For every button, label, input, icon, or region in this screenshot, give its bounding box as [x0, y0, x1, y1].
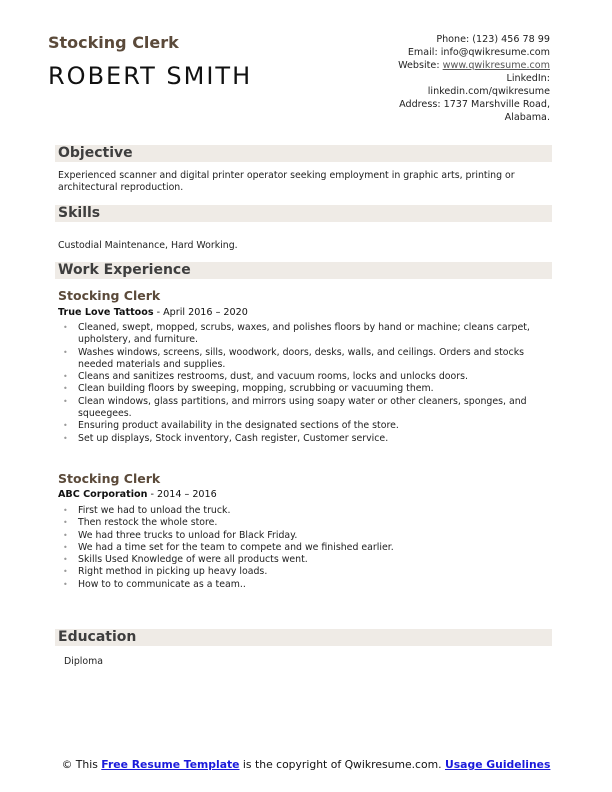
list-item: • Cleaned, swept, mopped, scrubs, waxes, and polishes floors by hand or machine; cleans carpet, upholstery, and furniture.: [78, 322, 558, 347]
candidate-name: ROBERT SMITH: [48, 62, 253, 90]
usage-guidelines-link[interactable]: Usage Guidelines: [444, 758, 551, 771]
job-1-bullets: [60, 322, 558, 445]
list-item: • How to to communicate as a team..: [78, 579, 558, 591]
phone: Phone: (123) 456 78 99: [436, 34, 550, 45]
job-2-company: ABC Corporation: [58, 489, 148, 500]
job-1-dates: - April 2016 – 2020: [153, 307, 248, 318]
education-heading: Education: [55, 629, 552, 646]
job-2-company-line: [58, 489, 217, 500]
linkedin: linkedin.com/qwikresume: [427, 86, 550, 97]
job-1-company: True Love Tattoos: [58, 307, 154, 318]
list-item: • Skills Used Knowledge of were all products went.: [78, 554, 558, 566]
linkedin-label: LinkedIn:: [506, 73, 550, 84]
skills-heading: Skills: [55, 205, 552, 222]
list-item: • Ensuring product availability in the designated sections of the store.: [78, 420, 558, 432]
footer: [0, 758, 612, 771]
free-resume-template-link[interactable]: Free Resume Template: [101, 758, 240, 771]
job-title: Stocking Clerk: [48, 33, 179, 52]
job-2-title: Stocking Clerk: [58, 471, 161, 486]
list-item: • Set up displays, Stock inventory, Cash register, Customer service.: [78, 433, 558, 445]
work-experience-heading: Work Experience: [55, 262, 552, 279]
job-2-bullets: [60, 505, 558, 591]
email: Email: info@qwikresume.com: [407, 47, 550, 58]
objective-text: Experienced scanner and digital printer operator seeking employment in graphic arts, printing or architectural reproduction.: [58, 170, 515, 194]
list-item: • We had a time set for the team to compete and we finished earlier.: [78, 542, 558, 554]
list-item: • First we had to unload the truck.: [78, 505, 558, 517]
list-item: • Washes windows, screens, sills, woodwork, doors, desks, walls, and ceilings. Orders and stocks needed materials and supplies.: [78, 347, 558, 372]
address-line2: Alabama.: [504, 112, 550, 123]
contact-block: [350, 33, 550, 124]
skills-text: Custodial Maintenance, Hard Working.: [58, 240, 238, 251]
footer-prefix: © This: [61, 758, 102, 771]
job-1-title: Stocking Clerk: [58, 288, 161, 303]
objective-heading: Objective: [55, 145, 552, 162]
website-link[interactable]: www.qwikresume.com: [442, 60, 550, 71]
education-text: Diploma: [64, 656, 103, 667]
list-item: • Then restock the whole store.: [78, 517, 558, 529]
list-item: • Right method in picking up heavy loads.: [78, 566, 558, 578]
website-label: Website:: [398, 60, 443, 71]
list-item: • Clean building floors by sweeping, mopping, scrubbing or vacuuming them.: [78, 383, 558, 395]
address: Address: 1737 Marshville Road,: [399, 99, 550, 110]
job-1-company-line: [58, 307, 248, 318]
footer-middle: is the copyright of Qwikresume.com.: [239, 758, 445, 771]
list-item: • Clean windows, glass partitions, and mirrors using soapy water or other cleaners, sponges, and squeegees.: [78, 396, 558, 421]
job-2-dates: - 2014 – 2016: [147, 489, 217, 500]
list-item: • We had three trucks to unload for Black Friday.: [78, 530, 558, 542]
list-item: • Cleans and sanitizes restrooms, dust, and vacuum rooms, locks and unlocks doors.: [78, 371, 558, 383]
